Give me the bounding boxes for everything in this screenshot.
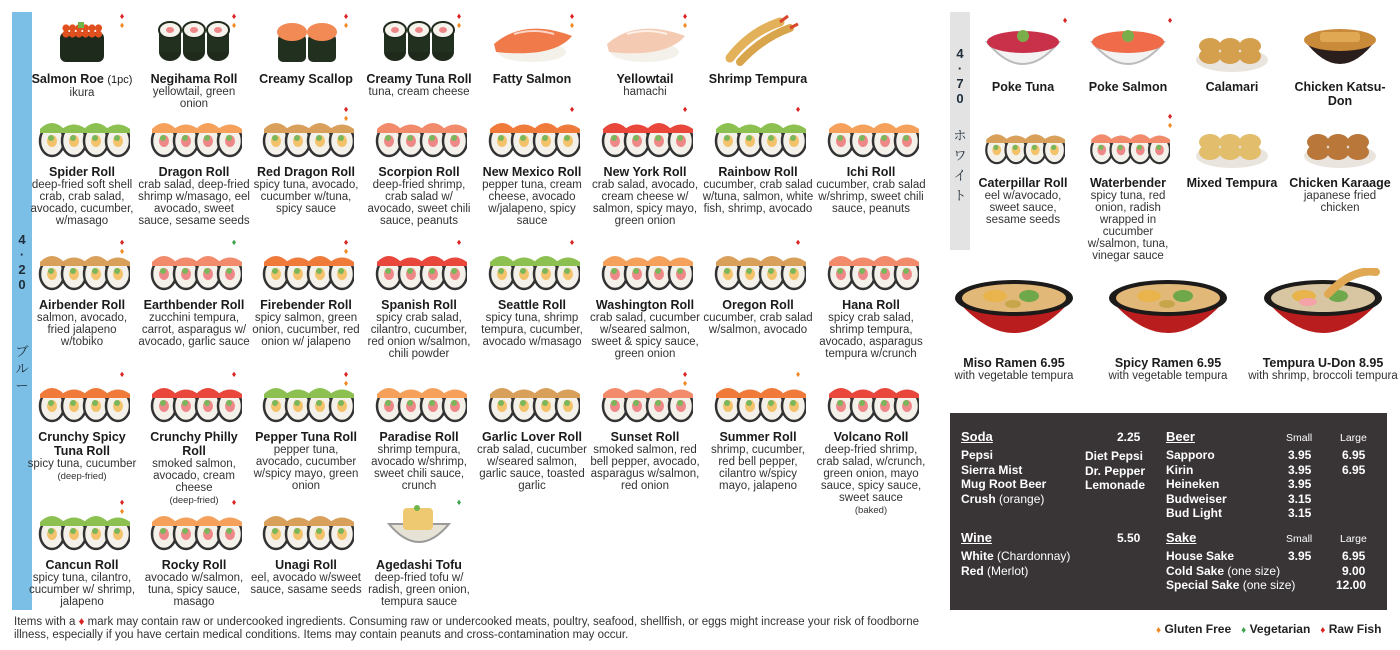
menu-item-shrimp-tempura xyxy=(702,12,814,86)
roll-icon xyxy=(34,370,130,426)
raw-fish-mark-icon: ♦ xyxy=(1167,111,1173,121)
price-kana: ホ xyxy=(953,128,967,143)
item-description: zucchini tempura, carrot, asparagus w/ avocado, garlic sauce xyxy=(138,312,250,348)
raw-fish-mark-icon: ♦ xyxy=(1062,15,1068,25)
item-name: Mixed Tempura xyxy=(1186,176,1278,190)
item-description: cucumber, crab salad w/tuna, salmon, white fish, shrimp, avocado xyxy=(702,179,814,215)
item-description: deep-fried shrimp, crab salad, w/crunch, green onion, mayo sauce, spicy sauce, sweet sauce xyxy=(816,444,926,504)
soda-heading: Soda xyxy=(961,429,993,444)
raw-fish-mark-icon: ♦ xyxy=(569,104,575,114)
gunkan-icon xyxy=(258,12,354,68)
item-name: Crunchy Spicy Tuna Roll xyxy=(38,430,126,458)
menu-item-spicy-ramen-6-95 xyxy=(1093,268,1243,382)
item-name: Paradise Roll xyxy=(379,430,459,444)
menu-item-agedashi-tofu xyxy=(363,498,475,608)
ramen-bowl-icon xyxy=(1103,268,1233,350)
drink-item: Dr. Pepper xyxy=(1085,463,1146,478)
large-price: 12.00 xyxy=(1336,578,1367,592)
beer-section xyxy=(1166,429,1376,521)
item-description: hamachi xyxy=(623,86,667,98)
menu-item-garlic-lover-roll xyxy=(476,370,588,492)
item-description: spicy salmon, green onion, cucumber, red onion w/ jalapeno xyxy=(252,312,360,348)
roll-icon xyxy=(484,105,580,161)
item-name: Tempura U-Don 8.95 xyxy=(1262,356,1384,370)
item-name: Waterbender xyxy=(1090,176,1166,190)
item-description: spicy tuna, cucumber xyxy=(27,458,137,470)
item-name: Ichi Roll xyxy=(846,165,896,179)
beer-large-header: Large xyxy=(1340,432,1367,444)
item-name: Poke Salmon xyxy=(1088,80,1168,94)
drink-item: Budweiser 3.15 xyxy=(1166,491,1312,506)
raw-fish-mark-icon: ♦ xyxy=(119,237,125,247)
raw-fish-mark-icon: ♦ xyxy=(231,497,237,507)
item-name: Crunchy Philly Roll xyxy=(150,430,238,458)
price-digit: 4 xyxy=(18,232,26,247)
raw-fish-mark-icon: ♦ xyxy=(682,369,688,379)
price-digit: · xyxy=(19,247,25,262)
item-description: crab salad, avocado, cream cheese w/ salmon, spicy mayo, green onion xyxy=(591,179,699,227)
item-description: pepper tuna, cream cheese, avocado w/jalapeno, spicy sauce xyxy=(482,179,582,227)
raw-fish-mark-icon: ♦ xyxy=(119,11,125,21)
item-name: Miso Ramen 6.95 xyxy=(963,356,1065,370)
menu-item-chicken-karaage xyxy=(1284,112,1396,214)
price-kana: ト xyxy=(953,188,967,203)
item-name: New Mexico Roll xyxy=(482,165,582,179)
raw-fish-mark-icon: ♦ xyxy=(343,11,349,21)
menu-item-rainbow-roll xyxy=(702,105,814,215)
menu-item-cancun-roll xyxy=(26,498,138,608)
item-description: with vegetable tempura xyxy=(954,370,1074,382)
sake-section xyxy=(1166,530,1376,593)
menu-item-waterbender xyxy=(1076,112,1180,262)
menu-item-crunchy-spicy-tuna-roll xyxy=(26,370,138,483)
small-price: 3.15 xyxy=(1288,491,1312,506)
price-digit: 0 xyxy=(18,277,26,292)
item-name: Cancun Roll xyxy=(45,558,119,572)
drink-item: Crush (orange) xyxy=(961,491,1045,506)
roll-icon xyxy=(823,238,919,294)
menu-item-spanish-roll xyxy=(363,238,475,360)
large-price: 6.95 xyxy=(1342,448,1366,462)
raw-fish-mark-icon: ♦ xyxy=(231,11,237,21)
menu-item-poke-salmon xyxy=(1076,16,1180,94)
item-name: Negihama Roll xyxy=(150,72,238,86)
item-name: Oregon Roll xyxy=(722,298,794,312)
poke-bowl-icon xyxy=(981,15,1068,78)
gluten-free-mark-icon: ♦ xyxy=(1167,120,1173,130)
legend-veg: ♦ Vegetarian xyxy=(1241,622,1311,636)
menu-item-sunset-roll xyxy=(589,370,701,492)
roll-icon xyxy=(710,370,806,426)
roll-icon xyxy=(981,112,1065,174)
menu-item-unagi-roll xyxy=(250,498,362,596)
item-description: deep-fried soft shell crab, crab salad, avocado, cucumber, w/masago xyxy=(30,179,134,227)
item-name: Spanish Roll xyxy=(381,298,457,312)
item-name: Creamy Tuna Roll xyxy=(366,72,472,86)
item-description: tuna, cream cheese xyxy=(368,86,470,98)
item-description: deep-fried shrimp, crab salad w/ avocado, sweet chili sauce, peanuts xyxy=(367,179,471,227)
item-name: Rainbow Roll xyxy=(718,165,798,179)
gluten-free-mark-icon: ♦ xyxy=(231,20,237,30)
roll-icon xyxy=(484,370,580,426)
price-digit: 4 xyxy=(956,46,964,61)
item-description: spicy tuna, red onion, radish wrapped in cucumber w/salmon, tuna, vinegar sauce xyxy=(1087,190,1169,262)
item-note: (baked) xyxy=(854,505,888,516)
item-description: salmon, avocado, fried jalapeno w/tobiko xyxy=(36,312,128,348)
drink-item: Cold Sake (one size) 9.00 xyxy=(1166,564,1376,579)
item-description: spicy tuna, shrimp tempura, cucumber, avocado w/masago xyxy=(481,312,583,348)
allergen-disclaimer xyxy=(14,616,944,641)
raw-fish-mark-icon: ♦ xyxy=(682,11,688,21)
large-price: 6.95 xyxy=(1342,549,1366,563)
menu-item-earthbender-roll xyxy=(138,238,250,348)
drink-item: Pepsi xyxy=(961,448,994,462)
menu-item-salmon-roe xyxy=(26,12,138,99)
item-name: Chicken Karaage xyxy=(1289,176,1391,190)
item-name: Scorpion Roll xyxy=(378,165,460,179)
tempura-icon xyxy=(710,12,806,68)
raw-fish-mark-icon: ♦ xyxy=(231,369,237,379)
item-name: Spicy Ramen 6.95 xyxy=(1114,356,1222,370)
menu-item-tempura-u-don-8-95 xyxy=(1248,268,1398,382)
roll-icon xyxy=(597,238,693,294)
menu-item-new-york-roll xyxy=(589,105,701,227)
item-description: spicy crab salad, cilantro, cucumber, red onion w/salmon, chili powder xyxy=(367,312,471,360)
menu-item-summer-roll xyxy=(702,370,814,492)
item-description: deep-fried tofu w/ radish, green onion, tempura sauce xyxy=(368,572,470,608)
menu-item-dragon-roll xyxy=(138,105,250,227)
raw-fish-mark-icon: ♦ xyxy=(569,237,575,247)
gluten-free-mark-icon: ♦ xyxy=(456,20,462,30)
tempura-plate-icon xyxy=(1190,112,1274,174)
gluten-free-mark-icon: ♦ xyxy=(795,369,801,379)
vegetarian-mark-icon: ♦ xyxy=(231,237,237,247)
item-suffix: (1pc) xyxy=(107,74,133,86)
large-price: 9.00 xyxy=(1342,563,1366,578)
item-description: japanese fried chicken xyxy=(1303,190,1377,214)
raw-fish-mark-icon: ♦ xyxy=(1167,15,1173,25)
tofu-bowl-icon xyxy=(371,498,467,554)
roll-icon xyxy=(34,498,130,554)
item-description: with shrimp, broccoli tempura xyxy=(1248,370,1398,382)
gluten-free-mark-icon: ♦ xyxy=(682,378,688,388)
item-description: spicy tuna, avocado, cucumber w/tuna, spicy sauce xyxy=(253,179,359,215)
roll-icon xyxy=(34,238,130,294)
item-name: Unagi Roll xyxy=(275,558,337,572)
roll-icon xyxy=(1086,111,1173,174)
item-description: spicy tuna, cilantro, cucumber w/ shrimp, jalapeno xyxy=(28,572,136,608)
menu-item-mixed-tempura xyxy=(1180,112,1284,190)
roll-icon xyxy=(146,498,242,554)
small-price: 3.95 xyxy=(1288,549,1312,563)
price-digit: 0 xyxy=(956,91,964,106)
item-description: with vegetable tempura xyxy=(1108,370,1228,382)
gluten-free-mark-icon: ♦ xyxy=(682,20,688,30)
drinks-panel xyxy=(950,413,1387,610)
item-description: ikura xyxy=(69,87,95,99)
roll-icon xyxy=(597,370,693,426)
item-name: Yellowtail xyxy=(616,72,674,86)
vegetarian-mark-icon: ♦ xyxy=(456,497,462,507)
roll-icon xyxy=(258,105,354,161)
legend-gf: ♦ Gluten Free xyxy=(1156,622,1232,636)
nigiri-yellowtail-icon xyxy=(597,12,693,68)
white-price-bar xyxy=(950,12,970,250)
raw-fish-mark-icon: ♦ xyxy=(119,497,125,507)
item-name: Summer Roll xyxy=(719,430,797,444)
udon-bowl-icon xyxy=(1258,268,1388,350)
menu-item-creamy-scallop xyxy=(250,12,362,86)
roll-icon xyxy=(710,238,806,294)
raw-fish-mark-icon: ♦ xyxy=(119,369,125,379)
item-name: Seattle Roll xyxy=(497,298,567,312)
menu-item-rocky-roll xyxy=(138,498,250,608)
gluten-free-mark-icon: ♦ xyxy=(343,246,349,256)
item-name: New York Roll xyxy=(603,165,687,179)
soda-section xyxy=(961,429,1146,506)
drink-item: Special Sake (one size) 12.00 xyxy=(1166,578,1376,593)
item-name: Chicken Katsu-Don xyxy=(1294,80,1386,108)
gluten-free-mark-icon: ♦ xyxy=(119,20,125,30)
gluten-free-mark-icon: ♦ xyxy=(119,246,125,256)
roll-icon xyxy=(371,238,467,294)
item-name: Earthbender Roll xyxy=(143,298,245,312)
small-price: 3.15 xyxy=(1288,506,1312,520)
menu-item-pepper-tuna-roll xyxy=(250,370,362,492)
karaage-icon xyxy=(1298,112,1382,174)
small-price: 3.95 xyxy=(1288,462,1312,477)
item-description: shrimp tempura, avocado w/shrimp, sweet chili sauce, crunch xyxy=(371,444,467,492)
item-name: Caterpillar Roll xyxy=(978,176,1068,190)
beer-heading: Beer xyxy=(1166,429,1195,444)
item-note: (deep-fried) xyxy=(57,471,107,482)
sake-large-header: Large xyxy=(1340,533,1367,545)
raw-fish-mark-icon: ♦ xyxy=(795,237,801,247)
drink-item: Lemonade xyxy=(1085,478,1146,492)
gluten-free-mark-icon: ♦ xyxy=(343,113,349,123)
roll-icon xyxy=(146,238,242,294)
item-name: Hana Roll xyxy=(842,298,900,312)
item-description: crab salad, cucumber w/seared salmon, garlic sauce, toasted garlic xyxy=(477,444,587,492)
disclaimer-text-start: Items with a xyxy=(14,616,76,628)
item-name: Creamy Scallop xyxy=(259,72,353,86)
menu-item-red-dragon-roll xyxy=(250,105,362,215)
wine-section xyxy=(961,530,1141,578)
price-digit: 2 xyxy=(18,262,26,277)
wine-price: 5.50 xyxy=(1117,531,1141,545)
wine-heading: Wine xyxy=(961,530,992,545)
item-name: Washington Roll xyxy=(595,298,695,312)
menu-item-negihama-roll xyxy=(138,12,250,110)
price-kana: ル xyxy=(15,361,29,376)
item-name: Red Dragon Roll xyxy=(257,165,355,179)
maki-icon xyxy=(371,12,467,68)
item-name: Sunset Roll xyxy=(610,430,680,444)
poke-bowl-icon xyxy=(1086,15,1173,78)
item-description: eel w/avocado, sweet sauce, sesame seeds xyxy=(984,190,1062,226)
salmon-roe-icon xyxy=(34,12,130,68)
item-description: spicy crab salad, shrimp tempura, avocado, asparagus tempura w/crunch xyxy=(819,312,923,360)
donburi-icon xyxy=(1298,16,1382,78)
menu-item-volcano-roll xyxy=(815,370,927,517)
roll-icon xyxy=(258,238,354,294)
calamari-icon xyxy=(1190,16,1274,78)
menu-item-crunchy-philly-roll xyxy=(138,370,250,507)
menu-item-caterpillar-roll xyxy=(971,112,1075,226)
item-name: Pepper Tuna Roll xyxy=(255,430,357,444)
small-price: 3.95 xyxy=(1288,477,1312,491)
small-price: 3.95 xyxy=(1288,448,1312,462)
item-description: eel, avocado w/sweet sauce, sasame seeds xyxy=(250,572,362,596)
item-description: yellowtail, green onion xyxy=(152,86,236,110)
price-kana: イ xyxy=(953,168,967,183)
gluten-free-mark-icon: ♦ xyxy=(343,20,349,30)
nigiri-salmon-icon xyxy=(484,12,580,68)
roll-icon xyxy=(258,370,354,426)
raw-fish-mark-icon: ♦ xyxy=(1320,625,1326,636)
raw-fish-mark-icon: ♦ xyxy=(682,104,688,114)
menu-item-creamy-tuna-roll xyxy=(363,12,475,98)
item-name: Rocky Roll xyxy=(161,558,227,572)
drink-item: Sapporo 3.95 6.95 xyxy=(1166,448,1366,462)
menu-item-fatty-salmon xyxy=(476,12,588,86)
raw-fish-mark-icon: ♦ xyxy=(343,104,349,114)
item-description: avocado w/salmon, tuna, spicy sauce, masago xyxy=(144,572,244,608)
drink-item: White (Chardonnay) xyxy=(961,549,1071,563)
menu-item-poke-tuna xyxy=(971,16,1075,94)
menu-item-scorpion-roll xyxy=(363,105,475,227)
sake-heading: Sake xyxy=(1166,530,1197,545)
raw-fish-mark-icon: ♦ xyxy=(78,616,85,628)
item-description: crab salad, cucumber w/seared salmon, sweet & spicy sauce, green onion xyxy=(590,312,700,360)
item-description: smoked salmon, red bell pepper, avocado, asparagus w/salmon, red onion xyxy=(590,444,700,492)
item-name: Agedashi Tofu xyxy=(376,558,462,572)
drink-item: Diet Pepsi xyxy=(1085,449,1144,463)
roll-icon xyxy=(258,498,354,554)
drink-item: Red (Merlot) xyxy=(961,563,1029,578)
menu-item-oregon-roll xyxy=(702,238,814,336)
item-name: Volcano Roll xyxy=(833,430,909,444)
item-name: Shrimp Tempura xyxy=(708,72,808,86)
price-digit: · xyxy=(957,61,963,76)
item-name: Spider Roll xyxy=(49,165,115,179)
price-digit: 7 xyxy=(956,76,964,91)
menu-item-chicken-katsu-don xyxy=(1284,16,1396,108)
maki-icon xyxy=(146,12,242,68)
item-name: Poke Tuna xyxy=(991,80,1055,94)
large-price: 6.95 xyxy=(1342,462,1366,477)
raw-fish-mark-icon: ♦ xyxy=(795,104,801,114)
item-name: Garlic Lover Roll xyxy=(481,430,583,444)
item-note: (deep-fried) xyxy=(169,495,219,506)
item-name: Dragon Roll xyxy=(158,165,230,179)
disclaimer-text-end: mark may contain raw or undercooked ingredients. Consuming raw or undercooked meats, poultry, seafood, shellfish, or eggs might increase your risk of foodborne illness, especially if you have certain medical conditions. Items may contain peanuts and cross-contamination may occur. xyxy=(14,616,920,641)
item-description: pepper tuna, avocado, cucumber w/spicy mayo, green onion xyxy=(253,444,359,492)
price-kana: ワ xyxy=(953,148,967,163)
item-description: smoked salmon, avocado, cream cheese xyxy=(152,458,236,494)
roll-icon xyxy=(146,105,242,161)
item-description: shrimp, cucumber, red bell pepper, cilantro w/spicy mayo, jalapeno xyxy=(711,444,805,492)
menu-item-calamari xyxy=(1180,16,1284,94)
item-description: cucumber, crab salad w/shrimp, sweet chili sauce, peanuts xyxy=(816,179,926,215)
roll-icon xyxy=(484,238,580,294)
ramen-bowl-icon xyxy=(949,268,1079,350)
item-description: crab salad, deep-fried shrimp w/masago, eel avocado, sweet sauce, sesame seeds xyxy=(138,179,250,227)
raw-fish-mark-icon: ♦ xyxy=(456,11,462,21)
vegetarian-mark-icon: ♦ xyxy=(1241,625,1247,636)
menu-item-spider-roll xyxy=(26,105,138,227)
item-description: cucumber, crab salad w/salmon, avocado xyxy=(703,312,813,336)
roll-icon xyxy=(597,105,693,161)
gluten-free-mark-icon: ♦ xyxy=(569,20,575,30)
item-name: Airbender Roll xyxy=(38,298,126,312)
sake-small-header: Small xyxy=(1286,533,1313,545)
gluten-free-mark-icon: ♦ xyxy=(1156,625,1162,636)
roll-icon xyxy=(34,105,130,161)
roll-icon xyxy=(823,105,919,161)
drink-item: Mug Root Beer xyxy=(961,477,1047,491)
raw-fish-mark-icon: ♦ xyxy=(343,237,349,247)
gluten-free-mark-icon: ♦ xyxy=(119,506,125,516)
beer-small-header: Small xyxy=(1286,432,1313,444)
raw-fish-mark-icon: ♦ xyxy=(456,237,462,247)
menu-item-seattle-roll xyxy=(476,238,588,348)
item-name: Fatty Salmon xyxy=(492,72,572,86)
item-name: Firebender Roll xyxy=(260,298,352,312)
legend-raw: ♦ Raw Fish xyxy=(1320,622,1382,636)
menu-item-airbender-roll xyxy=(26,238,138,348)
price-kana: ー xyxy=(15,378,29,393)
menu-item-hana-roll xyxy=(815,238,927,360)
drink-item: Bud Light 3.15 xyxy=(1166,506,1312,520)
menu-item-washington-roll xyxy=(589,238,701,360)
drink-item: Kirin 3.95 6.95 xyxy=(1166,462,1366,477)
drink-item: Heineken 3.95 xyxy=(1166,477,1312,491)
item-name: Calamari xyxy=(1205,80,1259,94)
menu-item-paradise-roll xyxy=(363,370,475,492)
roll-icon xyxy=(823,370,919,426)
diet-legend xyxy=(1156,622,1381,636)
item-name: Salmon Roe (1pc) xyxy=(31,72,133,86)
menu-item-yellowtail xyxy=(589,12,701,98)
drink-item: Sierra Mist xyxy=(961,462,1023,477)
drink-item: House Sake 3.95 6.95 xyxy=(1166,549,1376,564)
gluten-free-mark-icon: ♦ xyxy=(343,378,349,388)
roll-icon xyxy=(146,370,242,426)
menu-item-ichi-roll xyxy=(815,105,927,215)
roll-icon xyxy=(371,105,467,161)
menu-item-miso-ramen-6-95 xyxy=(939,268,1089,382)
soda-price: 2.25 xyxy=(1117,430,1141,444)
roll-icon xyxy=(371,370,467,426)
menu-item-new-mexico-roll xyxy=(476,105,588,227)
roll-icon xyxy=(710,105,806,161)
menu-item-firebender-roll xyxy=(250,238,362,348)
raw-fish-mark-icon: ♦ xyxy=(343,369,349,379)
raw-fish-mark-icon: ♦ xyxy=(569,11,575,21)
price-kana: ブ xyxy=(15,344,29,359)
